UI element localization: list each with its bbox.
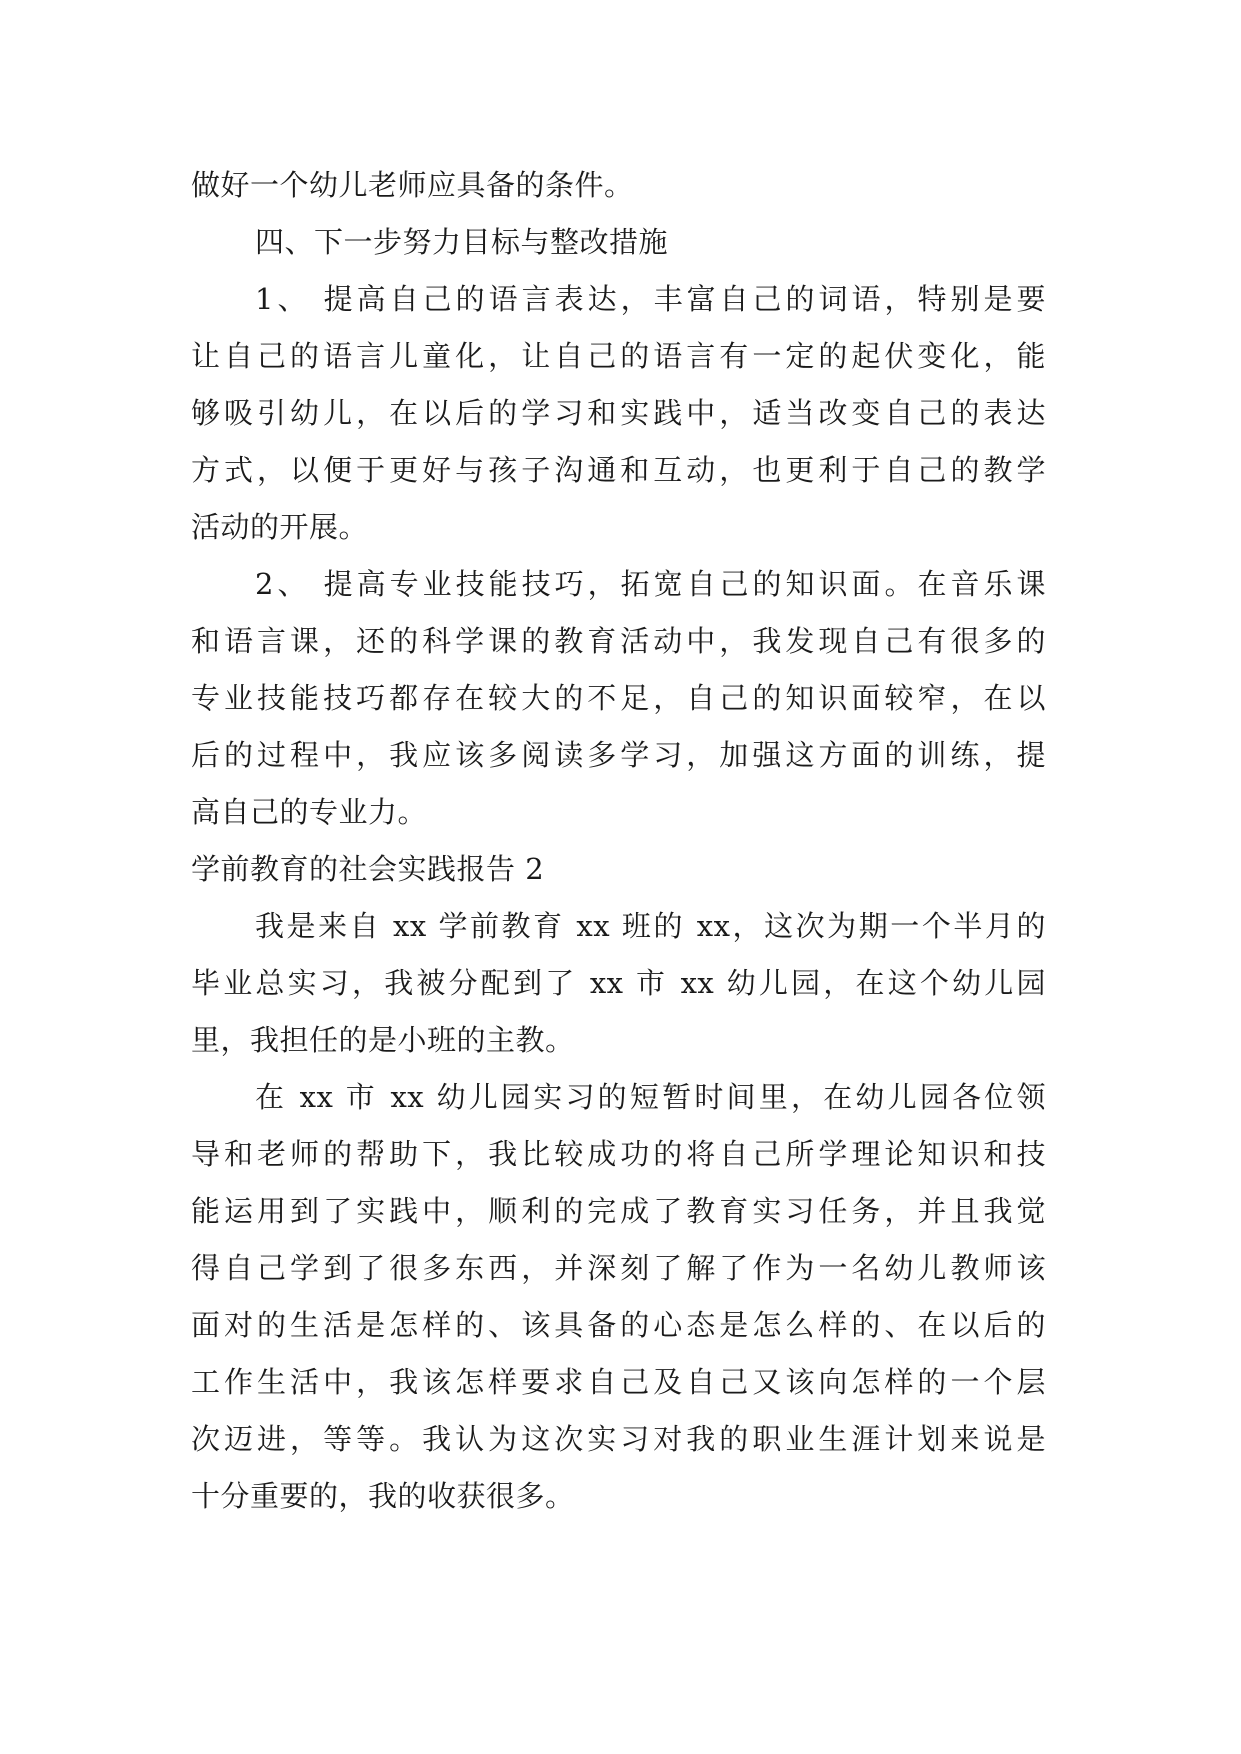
text-line: 让自己的语言儿童化，让自己的语言有一定的起伏变化，能 [191,339,1046,373]
report-title: 学前教育的社会实践报告 2 [191,852,545,886]
text-line: 高自己的专业力。 [191,795,428,829]
text-line: 后的过程中，我应该多阅读多学习，加强这方面的训练，提 [191,738,1046,772]
text-line: 毕业总实习，我被分配到了 xx 市 xx 幼儿园，在这个幼儿园 [191,966,1046,1000]
text-line: 专业技能技巧都存在较大的不足，自己的知识面较窄，在以 [191,681,1046,715]
text-line: 够吸引幼儿，在以后的学习和实践中，适当改变自己的表达 [191,396,1046,430]
text-line: 里，我担任的是小班的主教。 [191,1023,575,1057]
text-line: 能运用到了实践中，顺利的完成了教育实习任务，并且我觉 [191,1194,1046,1228]
text-line: 导和老师的帮助下，我比较成功的将自己所学理论知识和技 [191,1137,1046,1171]
text-line: 活动的开展。 [191,510,369,544]
text-line: 十分重要的，我的收获很多。 [191,1479,575,1513]
text-line: 面对的生活是怎样的、该具备的心态是怎么样的、在以后的 [191,1308,1046,1342]
text-line: 方式，以便于更好与孩子沟通和互动，也更利于自己的教学 [191,453,1046,487]
text-line: 2、 提高专业技能技巧，拓宽自己的知识面。在音乐课 [255,567,1046,601]
text-line: 得自己学到了很多东西，并深刻了解了作为一名幼儿教师该 [191,1251,1046,1285]
text-line: 1、 提高自己的语言表达，丰富自己的词语，特别是要 [255,282,1046,316]
text-line: 和语言课，还的科学课的教育活动中，我发现自己有很多的 [191,624,1046,658]
text-line: 工作生活中，我该怎样要求自己及自己又该向怎样的一个层 [191,1365,1046,1399]
text-line: 次迈进，等等。我认为这次实习对我的职业生涯计划来说是 [191,1422,1046,1456]
text-line: 我是来自 xx 学前教育 xx 班的 xx，这次为期一个半月的 [255,909,1046,943]
text-line: 做好一个幼儿老师应具备的条件。 [191,168,634,202]
document-body [191,157,1046,1525]
section-heading: 四、下一步努力目标与整改措施 [255,225,669,259]
text-line: 在 xx 市 xx 幼儿园实习的短暂时间里，在幼儿园各位领 [255,1080,1046,1114]
